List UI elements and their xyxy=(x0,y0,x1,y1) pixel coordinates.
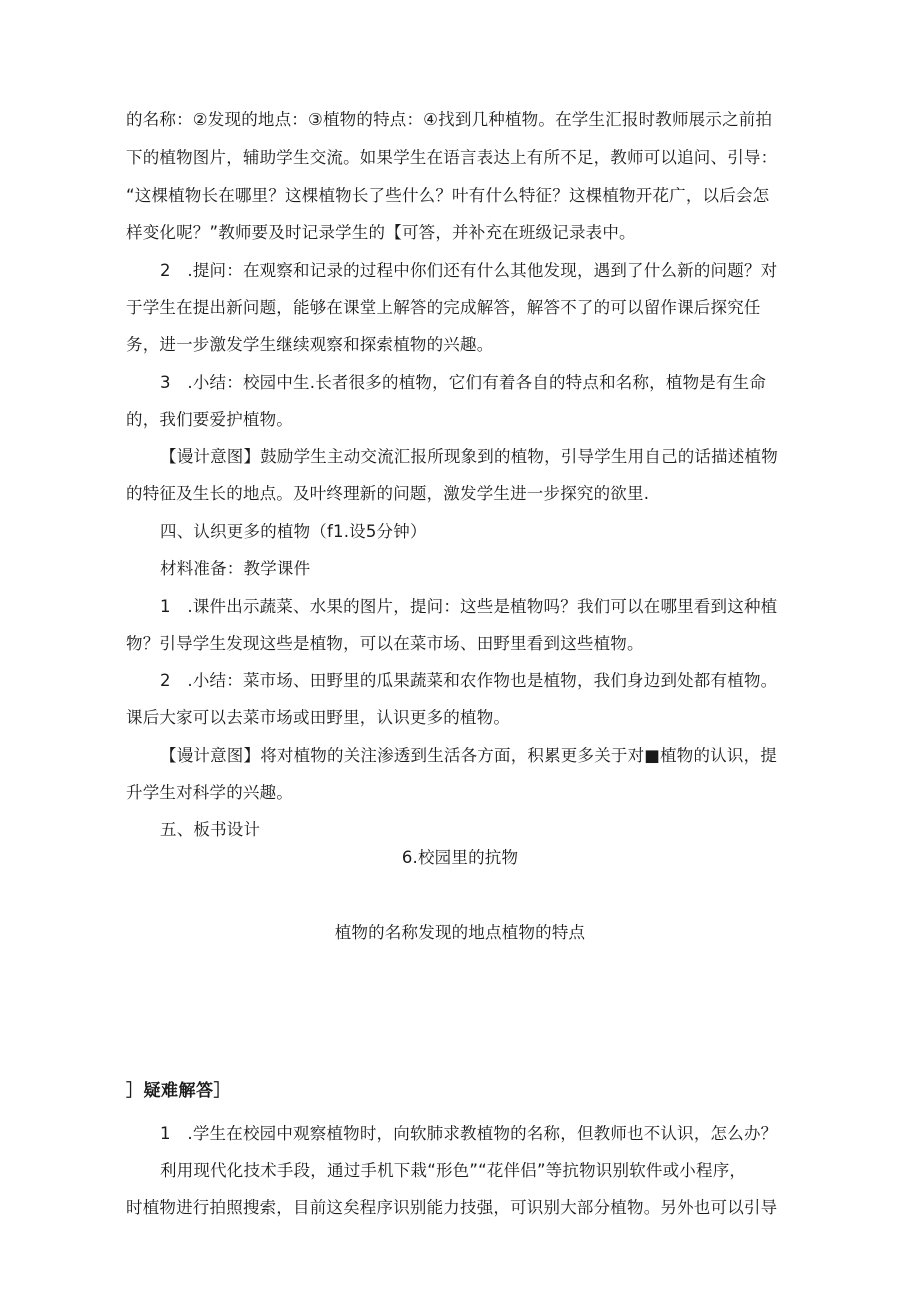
paragraph-line: 下的植物图片，辅助学生交流。如果学生在语言表达上有所不足，教师可以追问、引导： xyxy=(126,148,778,167)
board-content: 植物的名称发现的地点植物的特点 xyxy=(334,923,586,942)
paragraph-line: 材料准备：教学课件 xyxy=(160,559,311,578)
paragraph-line: 【谩计意图】将对植物的关注渗透到生活各方面，积累更多关于对■植物的认识，提 xyxy=(160,746,777,765)
paragraph-line: 1 .课件出示蔬菜、水果的图片，提问：这些是植物吗？我们可以在哪里看到这种植 xyxy=(160,597,778,616)
board-title: 6.校园里的抗物 xyxy=(401,848,519,867)
paragraph-line: 的名称：②发现的地点：③植物的特点：④找到几种植物。在学生汇报时教师展示之前拍 xyxy=(126,110,773,129)
paragraph-line: 的，我们要爱护植物。 xyxy=(126,410,293,429)
section-title: 四、认织更多的植物（f1.设5分钟） xyxy=(160,522,427,541)
paragraph-line: 物？引导学生发现这些是植物，可以在菜市场、田野里看到这些植物。 xyxy=(126,634,644,653)
qa-heading: ］疑难解答］ xyxy=(126,1081,231,1101)
paragraph-line: 务，进一步激发学生继续观察和探索植物的兴趣。 xyxy=(126,335,494,354)
paragraph-line: 【谩计意图】鼓励学生主动交流汇报所现象到的植物，引导学生用自己的话描述植物 xyxy=(160,447,778,466)
paragraph-line: 时植物进行拍照搜索，目前这矣程序识别能力技强，可识别大部分植物。另外也可以引导 xyxy=(126,1198,778,1217)
paragraph-line: 于学生在提出新问题，能够在课堂上解答的完成解答，解答不了的可以留作课后探究任 xyxy=(126,298,761,317)
paragraph-line: 的特征及生长的地点。及叶终理新的问题，激发学生进一步探究的欲里. xyxy=(126,484,650,503)
paragraph-line: 利用现代化技术手段，通过手机下栽“形色”“花伴侣”等抗物识别软件或小程序， xyxy=(160,1161,747,1180)
paragraph-line: 升学生对科学的兴趣。 xyxy=(126,783,293,802)
paragraph-line: 3 .小结：校园中生.长者很多的植物，它们有着各自的特点和名称，植物是有生命 xyxy=(160,373,767,392)
section-title: 五、板书设计 xyxy=(160,820,261,839)
paragraph-line: 样变化呢？”教师要及时记录学生的【可答，并补充在班级记录表中。 xyxy=(126,223,636,242)
paragraph-line: 2 .小结：菜市场、田野里的瓜果蔬菜和农作物也是植物，我们身边到处都有植物。 xyxy=(160,671,778,690)
paragraph-line: 1 .学生在校园中观察植物时，向软肺求教植物的名称，但教师也不认识，怎么办？ xyxy=(160,1124,778,1143)
paragraph-line: 2 .提问：在观察和记录的过程中你们还有什么其他发现，遇到了什么新的问题？对 xyxy=(160,261,778,280)
paragraph-line: 课后大家可以去菜市场或田野里，认识更多的植物。 xyxy=(126,708,511,727)
paragraph-line: “这棵植物长在哪里？这棵植物长了些什么？叶有什么特征？这棵植物开花广，以后会怎 xyxy=(126,186,770,205)
